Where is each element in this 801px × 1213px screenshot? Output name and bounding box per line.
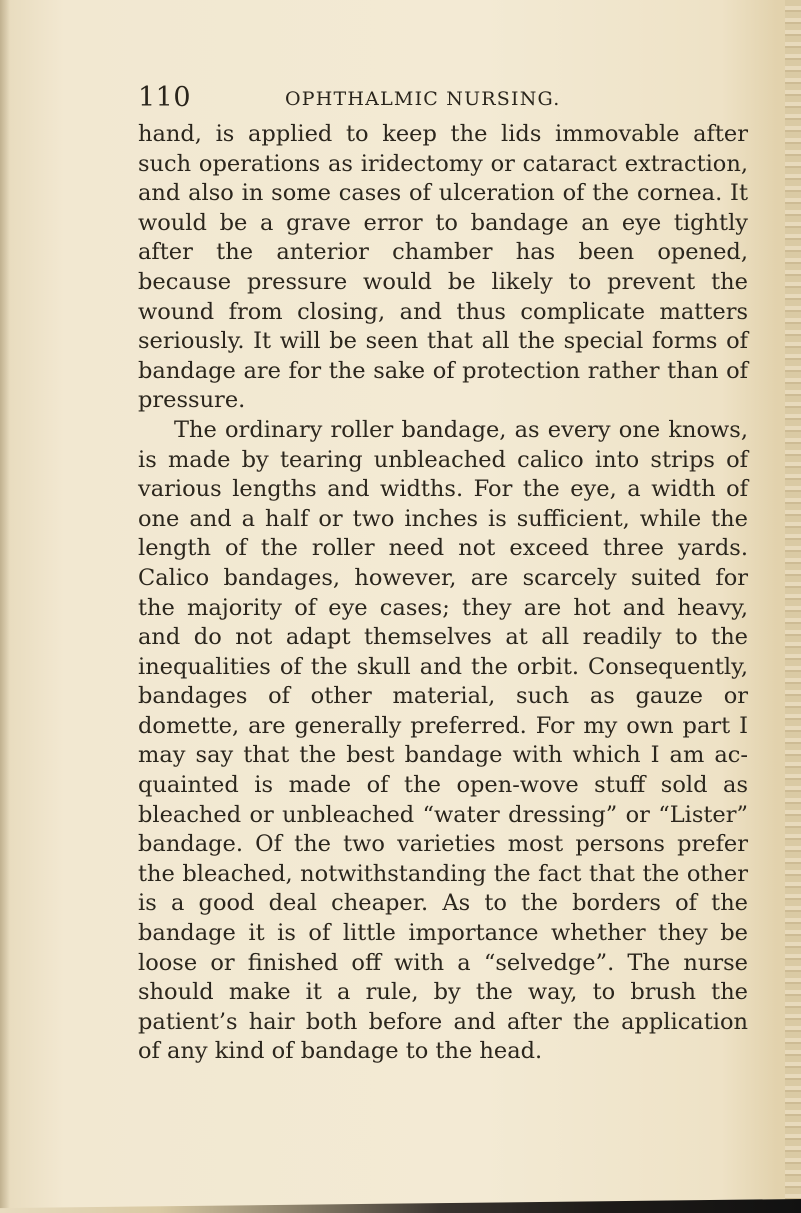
gutter-shadow (0, 0, 10, 1213)
page-number: 110 (138, 82, 192, 113)
page-header (138, 82, 748, 118)
running-head: OPHTHALMIC NURSING. (285, 88, 561, 110)
paragraph: The ordinary roller bandage, as every one knows, is made by tearing unbleached calico into strips of various lengths and widths. For the eye, a width of one and a half or two inches is sufficient, while the length of the roller need not exceed three yards. Calico bandages, however, are scarcely suited for the majority of eye cases; they are hot and heavy, and do not adapt themselves at all readily to the inequalities of the skull and the orbit. Consequently, bandages of other material, such as gauze or domette, are generally preferred. For my own part I may say that the best bandage with which I am acquainted is made of the open-wove stuff sold as bleached or unbleached “water dressing” or “Lister” bandage. Of the two varieties most persons prefer the bleached, notwithstanding the fact that the other is a good deal cheaper. As to the borders of the bandage it is of little importance whether they be loose or finished off with a “selvedge”. The nurse should make it a rule, by the way, to brush the patient’s hair both before and after the application of any kind of bandage to the head. (138, 416, 748, 1065)
paragraph: hand, is applied to keep the lids immovable after such operations as iridectomy or cataract extraction, and also in some cases of ulceration of the cornea. It would be a grave error to bandage an eye tightly after the anterior chamber has been opened, because pressure would be likely to prevent the wound from closing, and thus complicate matters seriously. It will be seen that all the special forms of bandage are for the sake of protection rather than of pressure. (138, 121, 748, 414)
page-edge (785, 0, 801, 1213)
body-text (138, 120, 748, 1067)
